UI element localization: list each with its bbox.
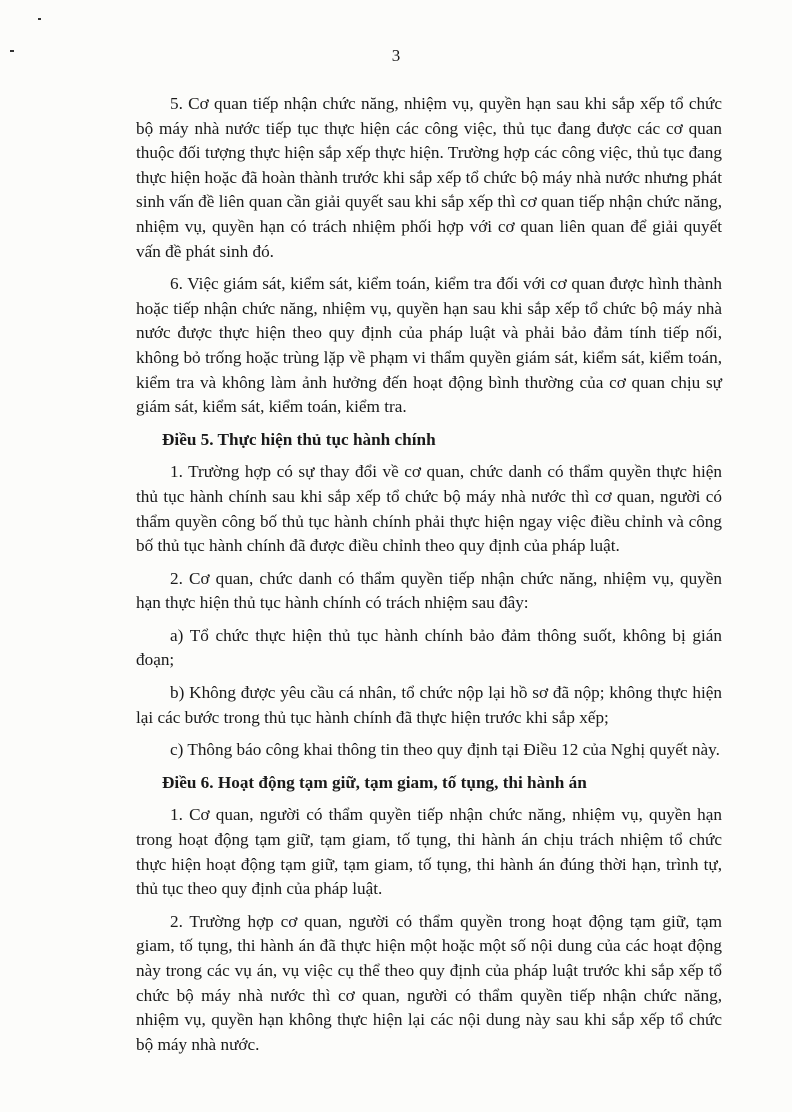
clause-5-paragraph: 5. Cơ quan tiếp nhận chức năng, nhiệm vụ, quyền hạn sau khi sắp xếp tổ chức bộ máy nhà nước tiếp tục thực hiện các công việc, thủ tục đang được các cơ quan thuộc đối tượng thực hiện sắp xếp thực hiện. Trường hợp các công việc, thủ tục đang thực hiện hoặc đã hoàn thành trước khi sắp xếp tổ chức bộ máy nhà nước nhưng phát sinh vấn đề liên quan cần giải quyết sau khi sắp xếp thì cơ quan tiếp nhận chức năng, nhiệm vụ, quyền hạn có trách nhiệm phối hợp với cơ quan liên quan để giải quyết vấn đề phát sinh đó.: [136, 94, 722, 261]
article-5-item-c: c) Thông báo công khai thông tin theo quy định tại Điều 12 của Nghị quyết này.: [170, 740, 720, 760]
article-5-heading: Điều 5. Thực hiện thủ tục hành chính: [162, 429, 436, 449]
scan-speck: [38, 18, 41, 20]
article-5-item-b: b) Không được yêu cầu cá nhân, tổ chức nộp lại hồ sơ đã nộp; không thực hiện lại các bước trong thủ tục hành chính đã thực hiện trước khi sắp xếp;: [136, 683, 722, 727]
article-5-item-a: a) Tổ chức thực hiện thủ tục hành chính bảo đảm thông suốt, không bị gián đoạn;: [136, 625, 722, 670]
article-6-clause-2: 2. Trường hợp cơ quan, người có thẩm quyền trong hoạt động tạm giữ, tạm giam, tố tụng, thi hành án đã thực hiện một hoặc một số nội dung của các hoạt động này trong các vụ án, vụ việc cụ thể theo quy định của pháp luật trước khi sắp xếp tổ chức bộ máy nhà nước thì cơ quan, người có thẩm quyền tiếp nhận chức năng, nhiệm vụ, quyền hạn không thực hiện lại các nội dung này sau khi sắp xếp tổ chức bộ máy nhà nước.: [136, 911, 722, 1054]
page-number: 3: [391, 46, 401, 65]
document-body: [136, 92, 722, 1065]
article-6-heading: Điều 6. Hoạt động tạm giữ, tạm giam, tố tụng, thi hành án: [162, 772, 587, 792]
article-6-clause-1: 1. Cơ quan, người có thẩm quyền tiếp nhận chức năng, nhiệm vụ, quyền hạn trong hoạt động tạm giữ, tạm giam, tố tụng, thi hành án chịu trách nhiệm tổ chức thực hiện hoạt động tạm giữ, tạm giam, tố tụng, thi hành án đúng thời hạn, trình tự, thủ tục theo quy định của pháp luật.: [136, 805, 722, 899]
article-5-clause-1: 1. Trường hợp có sự thay đổi về cơ quan, chức danh có thẩm quyền thực hiện thủ tục hành chính sau khi sắp xếp tổ chức bộ máy nhà nước thì cơ quan, người có thẩm quyền công bố thủ tục hành chính phải thực hiện ngay việc điều chỉnh và công bố thủ tục hành chính đã được điều chỉnh theo quy định của pháp luật.: [136, 462, 722, 556]
clause-6-paragraph: 6. Việc giám sát, kiểm sát, kiểm toán, kiểm tra đối với cơ quan được hình thành hoặc tiếp nhận chức năng, nhiệm vụ, quyền hạn sau khi sắp xếp tổ chức bộ máy nhà nước được thực hiện theo quy định của pháp luật và phải bảo đảm tính tiếp nối, không bỏ trống hoặc trùng lặp về phạm vi thẩm quyền giám sát, kiểm sát, kiểm toán, kiểm tra và không làm ảnh hưởng đến hoạt động bình thường của cơ quan chịu sự giám sát, kiểm sát, kiểm toán, kiểm tra.: [136, 274, 722, 417]
article-5-clause-2: 2. Cơ quan, chức danh có thẩm quyền tiếp nhận chức năng, nhiệm vụ, quyền hạn thực hiện thủ tục hành chính có trách nhiệm sau đây:: [136, 568, 722, 613]
